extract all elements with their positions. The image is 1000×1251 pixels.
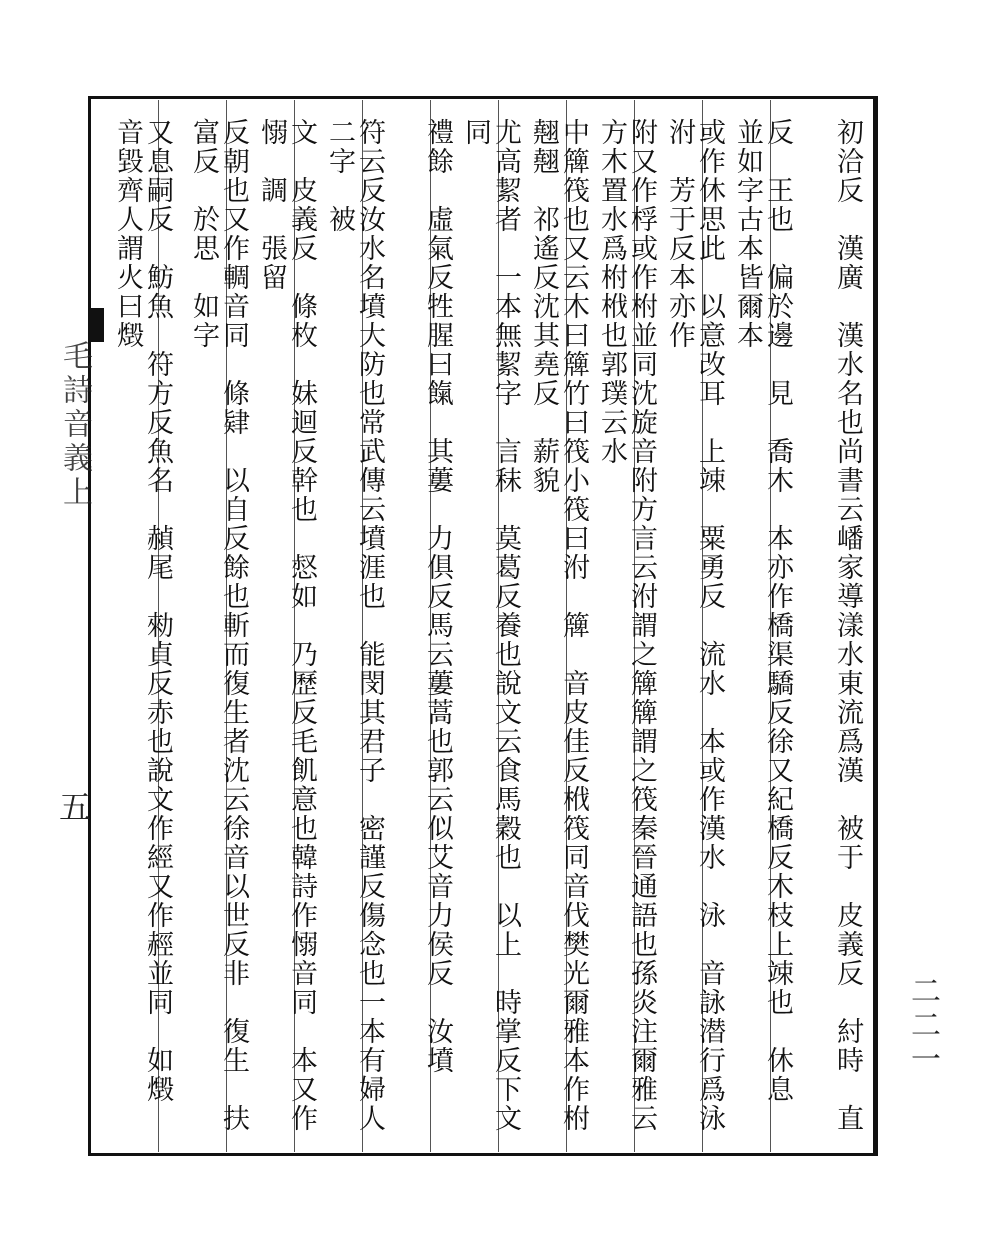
text-column-3: 或作休思此 以意改耳 上竦 粟勇反 流水 本或作漢水 泳 音詠潜行爲泳 泭 芳于反本亦作 — [664, 118, 725, 1162]
page-number: 二二一 — [905, 975, 940, 1077]
text-column-2: 反 王也 偏於邊 見 喬木 本亦作橋渠驕反徐又紀橋反木枝上竦也 休息 並如字古本皆爾本 — [732, 118, 793, 1133]
text-column-11: 又息嗣反 魴魚 符方反魚名 赬尾 勑貞反赤也說文作經又作䞓並同 如燬 音毀齊人謂火曰燬 — [112, 118, 173, 1133]
text-column-4: 附又作桴或作柎並同沈旋音附方言云泭謂之簰簰謂之筏秦晉通語也孫炎注爾雅云方木置水爲柎栰也郭璞云水 — [596, 118, 657, 1133]
fish-tail-mark — [88, 308, 104, 342]
text-column-6: 尤高絜者 一本無絜字 言秣 莫葛反養也說文云食馬穀也 以上 時掌反下文同 — [460, 118, 521, 1133]
text-column-7: 禮餘 虛氣反牲腥曰餼 其蔞 力俱反馬云蔞蒿也郭云似艾音力侯反 汝墳 — [422, 118, 453, 1075]
text-column-1: 初洽反 漢廣 漢水名也尚書云嶓家導漾水東流爲漢 被于 皮義反 紂時 直 — [832, 118, 863, 1133]
text-column-5: 中簰筏也又云木曰簰竹曰筏小筏曰泭 簰 音皮佳反栰筏同音伐樊光爾雅本作柎 翹翹 祁遙反沈其堯反 薪貌 — [528, 118, 589, 1162]
margin-juan-number: 五 — [54, 790, 92, 822]
margin-book-title: 毛詩音義上 — [57, 340, 92, 510]
text-column-9: 文 皮義反 條枚 妹迴反幹也 惄如 乃歷反毛飢意也韓詩作愵音同 本又作愵 調 張留 — [256, 118, 317, 1133]
text-column-10: 反朝也又作輖音同 條肄 以自反餘也斬而復生者沈云徐音以世反非 復生 扶富反 於思 如字 — [188, 118, 249, 1133]
text-column-8: 符云反汝水名墳大防也常武傳云墳涯也 能閔其君子 密謹反傷念也一本有婦人二字 被 — [324, 118, 385, 1133]
